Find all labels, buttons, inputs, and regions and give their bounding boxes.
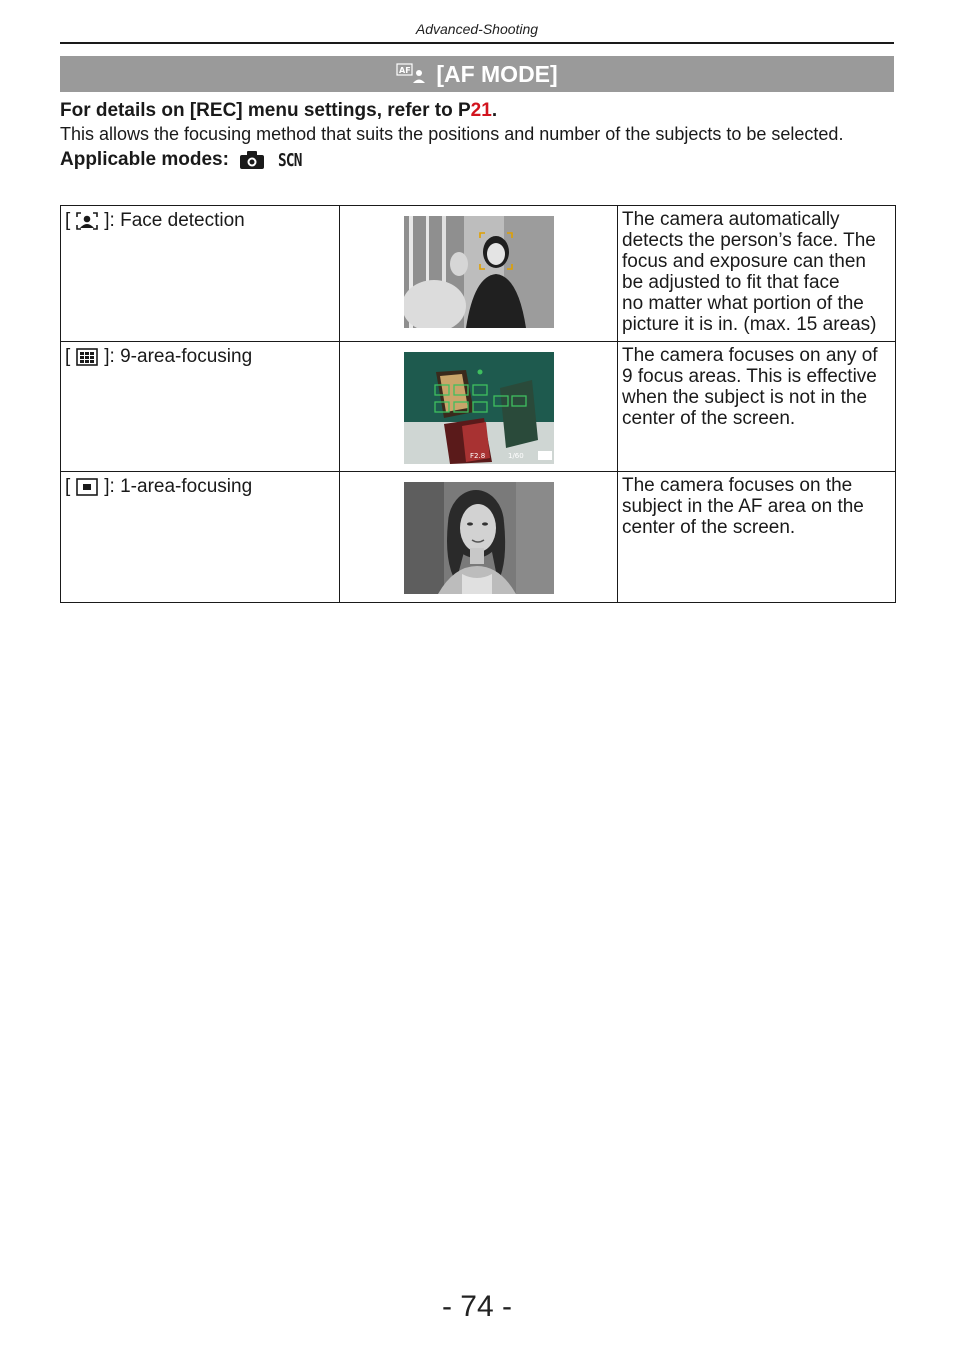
description-line: The camera automatically [622, 209, 840, 230]
mode-image-cell [340, 472, 618, 603]
page-number: - 74 - [441, 1290, 513, 1323]
intro-block [60, 98, 894, 173]
running-header: Advanced-Shooting [415, 21, 539, 37]
rec-menu-reference [60, 98, 894, 124]
description-line: when the subject is not in the [622, 387, 868, 408]
mode-description-cell [618, 342, 896, 472]
section-title: [AF MODE] [436, 60, 558, 87]
description-line: subject in the AF area on the [622, 496, 864, 517]
description-line: The camera focuses on the [622, 475, 853, 496]
description-line: center of the screen. [622, 517, 796, 538]
description-line: be adjusted to fit that face [622, 272, 840, 293]
bracket-open: [ [65, 346, 71, 367]
mode-image-cell [340, 206, 618, 342]
af-mode-table [60, 205, 896, 603]
mode-name-cell [61, 342, 340, 472]
nine-area-icon [76, 348, 98, 366]
table-row [61, 342, 896, 472]
description-line: focus and exposure can then [622, 251, 867, 272]
bracket-open: [ [65, 210, 71, 231]
face-detection-photo [404, 216, 554, 328]
mode-label: ]: 1-area-focusing [104, 476, 253, 497]
svg-text:F2.8: F2.8 [469, 452, 485, 460]
scn-icon: SCN [277, 149, 302, 171]
camera-icon [239, 150, 265, 170]
description-line: detects the person’s face. The [622, 230, 876, 251]
nine-area-photo [404, 352, 554, 464]
table-row [61, 206, 896, 342]
table-row [61, 472, 896, 603]
page-reference-link[interactable]: 21 [470, 100, 492, 121]
mode-name-cell [61, 206, 340, 342]
mode-label: ]: Face detection [104, 210, 245, 231]
description-line: 9 focus areas. This is effective [622, 366, 877, 387]
mode-image-cell [340, 342, 618, 472]
applicable-modes [60, 147, 894, 173]
bracket-open: [ [65, 476, 71, 497]
mode-label: ]: 9-area-focusing [104, 346, 253, 367]
ref-text: For details on [REC] menu settings, refer to P [60, 100, 471, 121]
description-line: center of the screen. [622, 408, 796, 429]
header-rule [60, 42, 894, 44]
intro-description: This allows the focusing method that suits the positions and number of the subjects to be selected. [60, 124, 844, 144]
svg-text:1/60: 1/60 [507, 452, 524, 460]
mode-description-cell [618, 472, 896, 603]
ref-suffix: . [491, 100, 498, 121]
section-title-bar [60, 56, 894, 92]
af-mode-icon [396, 63, 426, 85]
description-line: no matter what portion of the [622, 293, 864, 314]
mode-name-cell [61, 472, 340, 603]
svg-text:AF: AF [399, 66, 411, 75]
one-area-photo [404, 482, 554, 594]
description-line: The camera focuses on any of [622, 345, 878, 366]
applicable-modes-label: Applicable modes: [60, 149, 229, 170]
one-area-icon [76, 478, 98, 496]
face-detection-icon [76, 212, 98, 230]
mode-description-cell [618, 206, 896, 342]
description-line: picture it is in. (max. 15 areas) [622, 314, 877, 335]
